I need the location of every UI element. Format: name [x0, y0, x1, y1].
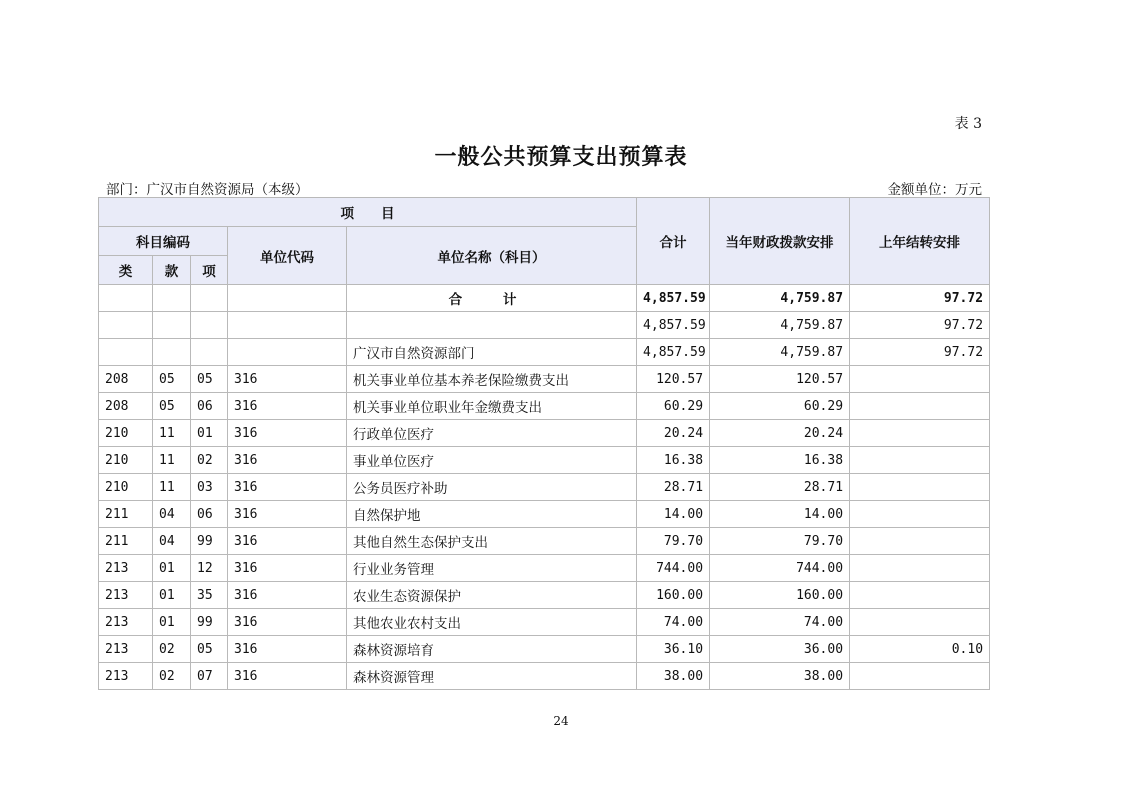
cell-xiang: 35: [191, 582, 228, 609]
cell-total: 79.70: [637, 528, 710, 555]
cell-last-year: 97.72: [850, 339, 990, 366]
department-label: 部门：广汉市自然资源局（本级）: [106, 182, 309, 198]
header-unit-code: 单位代码: [228, 227, 347, 285]
header-xiang: 项: [191, 256, 228, 285]
cell-xiang: 05: [191, 366, 228, 393]
cell-current-year: 60.29: [710, 393, 850, 420]
header-current-year: 当年财政拨款安排: [710, 198, 850, 285]
table-row: [99, 474, 990, 501]
cell-kuan: 01: [153, 609, 191, 636]
cell-current-year: 4,759.87: [710, 312, 850, 339]
cell-xiang: 99: [191, 609, 228, 636]
cell-current-year: 20.24: [710, 420, 850, 447]
cell-unit-code: 316: [228, 663, 347, 690]
cell-xiang: 01: [191, 420, 228, 447]
cell-unit-name: 森林资源管理: [347, 663, 637, 690]
cell-last-year: [850, 555, 990, 582]
cell-lei: 211: [99, 501, 153, 528]
cell-lei: 213: [99, 582, 153, 609]
cell-xiang: [191, 285, 228, 312]
cell-last-year: 97.72: [850, 312, 990, 339]
cell-current-year: 120.57: [710, 366, 850, 393]
cell-unit-name: 其他农业农村支出: [347, 609, 637, 636]
cell-unit-code: [228, 285, 347, 312]
cell-current-year: 28.71: [710, 474, 850, 501]
cell-kuan: [153, 285, 191, 312]
cell-unit-name: 行政单位医疗: [347, 420, 637, 447]
table-row: [99, 366, 990, 393]
total-row: [99, 285, 990, 312]
cell-kuan: 11: [153, 447, 191, 474]
cell-last-year: [850, 420, 990, 447]
cell-current-year: 74.00: [710, 609, 850, 636]
total-carry: 97.72: [850, 285, 990, 312]
cell-total: 14.00: [637, 501, 710, 528]
cell-xiang: 07: [191, 663, 228, 690]
total-label: 合 计: [347, 285, 637, 312]
cell-xiang: 12: [191, 555, 228, 582]
table-row: [99, 582, 990, 609]
cell-lei: 210: [99, 474, 153, 501]
table-row: [99, 420, 990, 447]
cell-lei: 213: [99, 609, 153, 636]
cell-last-year: [850, 366, 990, 393]
cell-total: 744.00: [637, 555, 710, 582]
cell-total: 160.00: [637, 582, 710, 609]
header-kuan: 款: [153, 256, 191, 285]
cell-current-year: 4,759.87: [710, 339, 850, 366]
cell-xiang: [191, 312, 228, 339]
table-body: [99, 285, 990, 690]
cell-xiang: 03: [191, 474, 228, 501]
cell-unit-code: 316: [228, 555, 347, 582]
total-current: 4,759.87: [710, 285, 850, 312]
header-unit-name: 单位名称（科目）: [347, 227, 637, 285]
cell-unit-name: [347, 312, 637, 339]
cell-unit-name: 机关事业单位职业年金缴费支出: [347, 393, 637, 420]
table-number: 表 3: [954, 116, 982, 132]
cell-total: 74.00: [637, 609, 710, 636]
cell-total: 16.38: [637, 447, 710, 474]
cell-current-year: 14.00: [710, 501, 850, 528]
cell-lei: [99, 285, 153, 312]
cell-kuan: [153, 339, 191, 366]
cell-kuan: 01: [153, 555, 191, 582]
budget-table: [98, 197, 990, 690]
table-row: [99, 528, 990, 555]
table-row: [99, 312, 990, 339]
cell-unit-code: [228, 312, 347, 339]
cell-unit-name: 其他自然生态保护支出: [347, 528, 637, 555]
cell-kuan: [153, 312, 191, 339]
cell-lei: 208: [99, 393, 153, 420]
cell-last-year: [850, 663, 990, 690]
cell-total: 4,857.59: [637, 339, 710, 366]
cell-kuan: 04: [153, 528, 191, 555]
table-row: [99, 447, 990, 474]
cell-total: 28.71: [637, 474, 710, 501]
cell-last-year: [850, 447, 990, 474]
cell-unit-code: 316: [228, 366, 347, 393]
cell-unit-name: 自然保护地: [347, 501, 637, 528]
cell-last-year: 0.10: [850, 636, 990, 663]
cell-unit-code: [228, 339, 347, 366]
cell-current-year: 38.00: [710, 663, 850, 690]
cell-last-year: [850, 501, 990, 528]
cell-lei: 210: [99, 420, 153, 447]
cell-lei: 211: [99, 528, 153, 555]
cell-kuan: 11: [153, 420, 191, 447]
cell-total: 60.29: [637, 393, 710, 420]
table-row: [99, 609, 990, 636]
cell-unit-code: 316: [228, 609, 347, 636]
cell-total: 38.00: [637, 663, 710, 690]
cell-lei: [99, 339, 153, 366]
header-subject-code: 科目编码: [99, 227, 228, 256]
cell-unit-code: 316: [228, 636, 347, 663]
cell-last-year: [850, 582, 990, 609]
header-last-year: 上年结转安排: [850, 198, 990, 285]
cell-kuan: 02: [153, 663, 191, 690]
cell-lei: 213: [99, 636, 153, 663]
cell-current-year: 744.00: [710, 555, 850, 582]
cell-unit-name: 农业生态资源保护: [347, 582, 637, 609]
cell-unit-code: 316: [228, 528, 347, 555]
cell-unit-code: 316: [228, 582, 347, 609]
cell-kuan: 02: [153, 636, 191, 663]
cell-lei: 213: [99, 555, 153, 582]
table-row: [99, 636, 990, 663]
cell-lei: 210: [99, 447, 153, 474]
cell-total: 4,857.59: [637, 312, 710, 339]
cell-unit-name: 行业业务管理: [347, 555, 637, 582]
table-row: [99, 339, 990, 366]
cell-kuan: 04: [153, 501, 191, 528]
cell-last-year: [850, 393, 990, 420]
cell-unit-name: 公务员医疗补助: [347, 474, 637, 501]
cell-unit-name: 机关事业单位基本养老保险缴费支出: [347, 366, 637, 393]
page-number: 24: [553, 714, 569, 728]
table-row: [99, 393, 990, 420]
header-project: 项 目: [99, 198, 637, 227]
cell-unit-name: 森林资源培育: [347, 636, 637, 663]
cell-unit-name: 广汉市自然资源部门: [347, 339, 637, 366]
cell-xiang: 99: [191, 528, 228, 555]
cell-xiang: 06: [191, 501, 228, 528]
cell-unit-code: 316: [228, 420, 347, 447]
cell-xiang: 02: [191, 447, 228, 474]
total-amount: 4,857.59: [637, 285, 710, 312]
cell-lei: 213: [99, 663, 153, 690]
cell-last-year: [850, 474, 990, 501]
cell-kuan: 05: [153, 393, 191, 420]
cell-unit-code: 316: [228, 501, 347, 528]
cell-current-year: 160.00: [710, 582, 850, 609]
header-lei: 类: [99, 256, 153, 285]
cell-unit-code: 316: [228, 447, 347, 474]
cell-unit-code: 316: [228, 474, 347, 501]
cell-total: 20.24: [637, 420, 710, 447]
table-row: [99, 663, 990, 690]
table-header: [99, 198, 990, 285]
cell-kuan: 05: [153, 366, 191, 393]
cell-xiang: 05: [191, 636, 228, 663]
cell-xiang: [191, 339, 228, 366]
cell-lei: 208: [99, 366, 153, 393]
table-row: [99, 501, 990, 528]
cell-xiang: 06: [191, 393, 228, 420]
header-total: 合计: [637, 198, 710, 285]
page-title: 一般公共预算支出预算表: [434, 145, 688, 170]
cell-lei: [99, 312, 153, 339]
cell-total: 120.57: [637, 366, 710, 393]
cell-kuan: 01: [153, 582, 191, 609]
amount-unit-label: 金额单位：万元: [887, 182, 982, 198]
cell-current-year: 36.00: [710, 636, 850, 663]
cell-unit-name: 事业单位医疗: [347, 447, 637, 474]
cell-kuan: 11: [153, 474, 191, 501]
cell-last-year: [850, 528, 990, 555]
cell-last-year: [850, 609, 990, 636]
table-row: [99, 555, 990, 582]
cell-current-year: 79.70: [710, 528, 850, 555]
cell-total: 36.10: [637, 636, 710, 663]
cell-unit-code: 316: [228, 393, 347, 420]
cell-current-year: 16.38: [710, 447, 850, 474]
